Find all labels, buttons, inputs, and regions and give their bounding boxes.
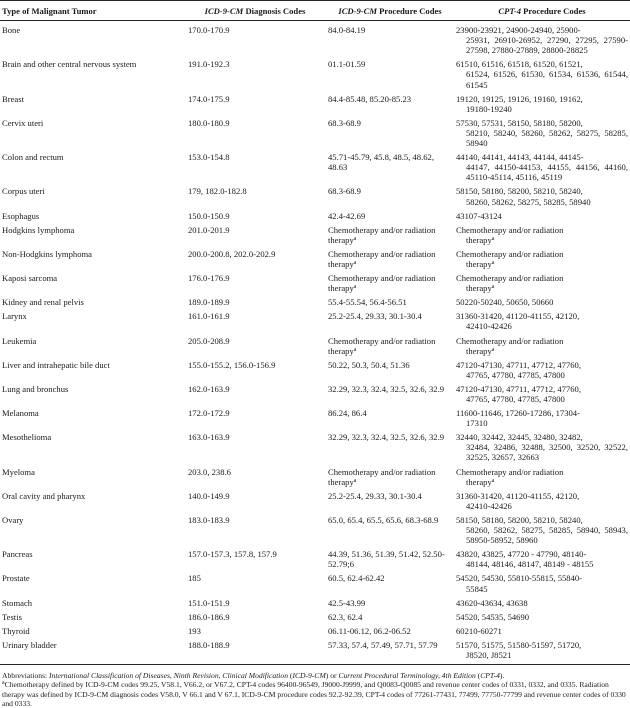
cpt-codes-first-line: 31360-31420, 41120-41155, 42120, bbox=[456, 490, 580, 501]
icd-procedure-codes-cell bbox=[326, 118, 454, 152]
tumor-type-cell: Melanoma bbox=[2, 408, 39, 419]
diagnosis-codes-cell: 172.0-172.9 bbox=[188, 408, 230, 419]
icd-procedure-codes-cell bbox=[326, 626, 454, 640]
cpt-procedure-codes-cell bbox=[454, 598, 630, 612]
icd-procedure-codes-cell bbox=[326, 225, 454, 249]
icd-procedure-codes-text: 55.4-55.54, 56.4-56.51 bbox=[328, 297, 407, 308]
footnote-marker: a bbox=[353, 284, 357, 291]
icd-procedure-codes-cell bbox=[326, 59, 454, 93]
icd-procedure-codes-text: 42.4-42.69 bbox=[328, 210, 366, 221]
icd-procedure-codes-cell bbox=[326, 152, 454, 186]
header-row bbox=[0, 1, 630, 21]
diagnosis-codes-cell: 162.0-163.9 bbox=[188, 383, 230, 394]
header-procedure-suffix: Procedure Codes bbox=[377, 6, 442, 16]
cpt-codes-continuation bbox=[456, 235, 628, 245]
cpt-codes-continuation-text: 25931, 26910-26952, 27290, 27295, 27590-27598, 27880-27889, 28800-28825 bbox=[466, 35, 628, 56]
cpt-codes-first-line: 58150, 58180, 58200, 58210, 58240, bbox=[456, 186, 583, 197]
cpt-procedure-codes-cell bbox=[454, 573, 630, 597]
diagnosis-codes-cell: 179, 182.0-182.8 bbox=[188, 186, 247, 197]
cpt-codes-continuation bbox=[456, 259, 628, 269]
diagnosis-codes-cell: 157.0-157.3, 157.8, 157.9 bbox=[188, 549, 277, 560]
cpt-codes-first-line: Chemotherapy and/or radiation bbox=[456, 224, 564, 235]
table-row bbox=[0, 311, 630, 335]
footnote-a-marker: a bbox=[2, 680, 5, 687]
cpt-codes-continuation bbox=[456, 559, 628, 569]
icd-procedure-codes-cell bbox=[326, 384, 454, 408]
tumor-type-cell: Stomach bbox=[2, 597, 33, 608]
cpt-codes-continuation-text: 47765, 47780, 47785, 47800 bbox=[466, 369, 565, 380]
cpt-procedure-codes-cell bbox=[454, 467, 630, 491]
icd-procedure-codes-cell bbox=[326, 21, 454, 60]
table-row bbox=[0, 612, 630, 626]
table-row bbox=[0, 598, 630, 612]
cpt-codes-continuation-text: 17310 bbox=[466, 418, 488, 429]
icd-procedure-codes-cell bbox=[326, 612, 454, 626]
cpt-codes-continuation-text: 47765, 47780, 47785, 47800 bbox=[466, 394, 565, 404]
cpt-procedure-codes-cell bbox=[454, 360, 630, 384]
table-row bbox=[0, 573, 630, 597]
tumor-type-cell: Mesothelioma bbox=[2, 432, 52, 443]
cpt-codes-first-line: 50220-50240, 50650, 50660 bbox=[456, 297, 554, 308]
icd-procedure-codes-text: 86.24, 86.4 bbox=[328, 408, 367, 419]
cpt-procedure-codes-cell bbox=[454, 311, 630, 335]
footnote-marker: a bbox=[491, 346, 495, 353]
cpt-codes-continuation-text: therapy bbox=[466, 283, 492, 294]
cpt-procedure-codes-cell bbox=[454, 640, 630, 665]
table-row bbox=[0, 515, 630, 549]
cpt-procedure-codes-cell bbox=[454, 273, 630, 297]
icd-procedure-codes-text: 32.29, 32.3, 32.4, 32.5, 32.6, 32.9 bbox=[328, 383, 445, 394]
diagnosis-codes-cell: 163.0-163.9 bbox=[188, 432, 230, 443]
cpt-procedure-codes-cell bbox=[454, 152, 630, 186]
tumor-type-cell: Urinary bladder bbox=[0, 640, 184, 665]
cpt-codes-continuation-text: therapy bbox=[466, 258, 492, 269]
table-row bbox=[0, 297, 630, 311]
diagnosis-codes-cell: 140.0-149.9 bbox=[188, 490, 230, 501]
icd-procedure-codes-cell bbox=[326, 408, 454, 432]
cpt-codes-continuation-text: 55845 bbox=[466, 583, 488, 594]
cpt-codes-first-line: 11600-11646, 17260-17286, 17304- bbox=[456, 408, 580, 419]
cpt-codes-continuation bbox=[456, 283, 628, 293]
cpt-codes-first-line: 19120, 19125, 19126, 19160, 19162, bbox=[456, 93, 583, 104]
cpt-codes-first-line: 31360-31420, 41120-41155, 42120, bbox=[456, 311, 580, 322]
header-procedure-prefix: ICD-9-CM bbox=[338, 6, 378, 16]
table-row bbox=[0, 21, 630, 60]
icd-procedure-codes-text: 25.2-25.4, 29.33, 30.1-30.4 bbox=[328, 490, 422, 501]
abbreviation-or: ) or bbox=[325, 671, 339, 681]
icd-procedure-codes-text: 01.1-01.59 bbox=[328, 59, 366, 70]
cpt-codes-continuation-text: therapy bbox=[466, 476, 492, 487]
header-cpt-suffix: Procedure Codes bbox=[521, 6, 586, 16]
cpt-procedure-codes-cell bbox=[454, 515, 630, 549]
table-row bbox=[0, 360, 630, 384]
cpt-procedure-codes-cell bbox=[454, 297, 630, 311]
header-cpt-prefix: CPT-4 bbox=[498, 6, 521, 16]
cpt-codes-first-line: 61510, 61516, 61518, 61520, 61521, bbox=[456, 59, 583, 70]
tumor-type-cell: Ovary bbox=[2, 514, 24, 525]
footnote-a-text: Chemotherapy defined by ICD-9-CM codes 99.25, V58.1, V66.2, or V67.2, CPT-4 codes 96400-96549, J9000-J9999, and Q0083-Q0085 and revenue center codes of 0331, 0332, and 0335. Radiation therapy was defined by ICD-9-CM diagnosis codes V58.0, V 66.1 and V 67.1, ICD-9-CM procedure codes 92.2-92.39, CPT-4 codes of 77261-77431, 77499, 77750-77799 and revenue center codes of 0330 and 0333. bbox=[2, 680, 626, 708]
table-row bbox=[0, 432, 630, 466]
diagnosis-codes-cell: 174.0-175.9 bbox=[188, 93, 230, 104]
cpt-codes-first-line: 43620-43634, 43638 bbox=[456, 597, 528, 608]
icd-procedure-codes-text: 65.0, 65.4, 65.5, 65.6, 68.3-68.9 bbox=[328, 514, 439, 525]
tumor-type-cell: Bone bbox=[2, 25, 21, 36]
cpt-codes-first-line: 58150, 58180, 58200, 58210, 58240, bbox=[456, 514, 583, 525]
diagnosis-codes-cell: 200.0-200.8, 202.0-202.9 bbox=[188, 248, 276, 259]
cpt-codes-continuation bbox=[456, 35, 628, 55]
header-diagnosis-prefix: ICD-9-CM bbox=[204, 6, 244, 16]
icd-procedure-codes-cell bbox=[326, 336, 454, 360]
tumor-type-cell: Esophagus bbox=[2, 210, 40, 221]
tumor-type-cell: Pancreas bbox=[2, 549, 33, 560]
table-row bbox=[0, 59, 630, 93]
cpt-codes-continuation bbox=[456, 104, 628, 114]
cpt-codes-first-line: 51570, 51575, 51580-51597, 51720, bbox=[456, 639, 582, 650]
cpt-codes-continuation-text: 42410-42426 bbox=[466, 500, 512, 511]
cpt-codes-continuation-text: 32484, 32486, 32488, 32500, 32520, 32522, 32525, 32657, 32663 bbox=[466, 442, 628, 463]
table-row bbox=[0, 467, 630, 491]
icd-procedure-codes-text: 57.33, 57.4, 57.49, 57.71, 57.79 bbox=[328, 639, 438, 650]
icd-procedure-codes-text: 42.5-43.99 bbox=[328, 597, 366, 608]
header-tumor-type: Type of Malignant Tumor bbox=[0, 1, 184, 21]
icd-procedure-codes-cell bbox=[326, 249, 454, 273]
tumor-type-cell: Prostate bbox=[2, 573, 30, 584]
diagnosis-codes-cell: 183.0-183.9 bbox=[188, 514, 230, 525]
tumor-type-cell: Oral cavity and pharynx bbox=[2, 490, 86, 501]
icd-procedure-codes-cell bbox=[326, 491, 454, 515]
cpt-procedure-codes-cell bbox=[454, 491, 630, 515]
footnote-marker: a bbox=[353, 235, 357, 242]
icd-procedure-codes-cell bbox=[326, 186, 454, 210]
icd-procedure-codes-cell bbox=[326, 297, 454, 311]
cpt-codes-first-line: 54520, 54535, 54690 bbox=[456, 611, 530, 622]
cpt-codes-continuation bbox=[456, 197, 628, 207]
cpt-codes-continuation bbox=[456, 477, 628, 487]
cpt-codes-continuation bbox=[456, 501, 628, 511]
header-icd-procedure-codes bbox=[326, 1, 454, 21]
diagnosis-codes-cell: 191.0-192.3 bbox=[188, 59, 230, 70]
table-row bbox=[0, 118, 630, 152]
icd-procedure-codes-text: 84.4-85.48, 85.20-85.23 bbox=[328, 93, 412, 104]
cpt-procedure-codes-cell bbox=[454, 408, 630, 432]
tumor-type-cell: Thyroid bbox=[2, 625, 30, 636]
icd-procedure-codes-text: 06.11-06.12, 06.2-06.52 bbox=[328, 625, 411, 636]
icd-procedure-codes-cell bbox=[326, 598, 454, 612]
cpt-codes-continuation-text: J8520, J8521 bbox=[466, 649, 512, 660]
tumor-type-cell: Corpus uteri bbox=[2, 186, 45, 197]
cpt-procedure-codes-cell bbox=[454, 21, 630, 60]
cpt-procedure-codes-cell bbox=[454, 384, 630, 408]
tumor-type-cell: Leukemia bbox=[2, 335, 37, 346]
cpt-codes-continuation-text: 42410-42426 bbox=[466, 321, 512, 332]
tumor-type-cell: Colon and rectum bbox=[2, 152, 64, 163]
footnote-marker: a bbox=[491, 477, 495, 484]
diagnosis-codes-cell: 186.0-186.9 bbox=[188, 611, 230, 622]
cpt-codes-continuation-text: 61524, 61526, 61530, 61534, 61536, 61544, 61545 bbox=[466, 69, 628, 90]
diagnosis-codes-cell: 153.0-154.8 bbox=[188, 152, 230, 163]
cpt-codes-continuation-text: 58260, 58262, 58275, 58285, 58940, 58943, 58950-58952, 58960 bbox=[466, 525, 628, 546]
cpt-codes-continuation-text: 58260, 58262, 58275, 58285, 58940 bbox=[466, 196, 591, 207]
cpt-procedure-codes-cell bbox=[454, 432, 630, 466]
cpt-procedure-codes-cell bbox=[454, 59, 630, 93]
cpt-procedure-codes-cell bbox=[454, 549, 630, 573]
icd-procedure-codes-text: Chemotherapy and/or radiation therapy bbox=[328, 273, 436, 294]
cpt-procedure-codes-cell bbox=[454, 336, 630, 360]
abbreviation-icd-full: International Classification of Diseases, Ninth Revision, Clinical Modification bbox=[49, 671, 289, 681]
icd-procedure-codes-text: 84.0-84.19 bbox=[328, 25, 366, 36]
cpt-codes-continuation bbox=[456, 346, 628, 356]
table-row bbox=[0, 384, 630, 408]
tumor-type-cell: Lung and bronchus bbox=[2, 383, 69, 394]
tumor-type-cell: Liver and intrahepatic bile duct bbox=[2, 359, 110, 370]
abbreviations-note: Abbreviations: International Classification of Diseases, Ninth Revision, Clinical Modification (ICD-9-CM) or Current Procedural Terminology, 4th Edition (CPT-4). bbox=[2, 671, 505, 681]
icd-procedure-codes-cell bbox=[326, 467, 454, 491]
table-row bbox=[0, 640, 630, 665]
cpt-codes-first-line: 60210-60271 bbox=[456, 625, 502, 636]
tumor-type-cell: Kidney and renal pelvis bbox=[2, 297, 84, 308]
footnote-a bbox=[2, 680, 628, 708]
icd-procedure-codes-text: 32.29, 32.3, 32.4, 32.5, 32.6, 32.9 bbox=[328, 432, 445, 443]
header-cpt-procedure-codes bbox=[454, 1, 630, 21]
cpt-codes-first-line: 43107-43124 bbox=[456, 210, 502, 221]
icd-procedure-codes-cell bbox=[326, 211, 454, 225]
diagnosis-codes-cell: 161.0-161.9 bbox=[188, 311, 230, 322]
cpt-codes-first-line: 32440, 32442, 32445, 32480, 32482, bbox=[456, 432, 583, 443]
cpt-procedure-codes-cell bbox=[454, 186, 630, 210]
tumor-type-cell: Hodgkins lymphoma bbox=[2, 224, 75, 235]
icd-procedure-codes-cell bbox=[326, 273, 454, 297]
cpt-codes-first-line: 43820, 43825, 47720 - 47790, 48140- bbox=[456, 549, 587, 560]
table-row bbox=[0, 626, 630, 640]
cpt-codes-first-line: 44140, 44141, 44143, 44144, 44145- bbox=[456, 152, 584, 163]
footnote-marker: a bbox=[353, 477, 357, 484]
table-row bbox=[0, 336, 630, 360]
icd-procedure-codes-text: 68.3-68.9 bbox=[328, 117, 361, 128]
abbreviation-icd-short: ICD-9-CM bbox=[292, 671, 326, 681]
cpt-codes-continuation bbox=[456, 525, 628, 545]
table-row bbox=[0, 273, 630, 297]
cpt-codes-continuation bbox=[456, 69, 628, 89]
footnote-marker: a bbox=[491, 284, 495, 291]
table-row bbox=[0, 186, 630, 210]
tumor-type-cell: Cervix uteri bbox=[2, 117, 44, 128]
table-row bbox=[0, 94, 630, 118]
diagnosis-codes-cell: 185 bbox=[188, 573, 201, 584]
table-row bbox=[0, 549, 630, 573]
table-row bbox=[0, 225, 630, 249]
table-notes bbox=[0, 665, 630, 708]
icd-procedure-codes-cell bbox=[326, 432, 454, 466]
diagnosis-codes-cell: 201.0-201.9 bbox=[188, 224, 230, 235]
cpt-codes-continuation-text: therapy bbox=[466, 345, 492, 356]
icd-procedure-codes-cell bbox=[326, 94, 454, 118]
diagnosis-codes-cell: 205.0-208.9 bbox=[188, 335, 230, 346]
cpt-codes-first-line: 57530, 57531, 58150, 58180, 58200, bbox=[456, 117, 583, 128]
diagnosis-codes-cell: 203.0, 238.6 bbox=[188, 466, 231, 477]
cpt-codes-first-line: 47120-47130, 47711, 47712, 47760, bbox=[456, 359, 582, 370]
icd-procedure-codes-text: 44.39, 51.36, 51.39, 51.42, 52.50-52.79;6 bbox=[328, 549, 445, 570]
abbreviations-label: Abbreviations: bbox=[2, 671, 50, 681]
cpt-procedure-codes-cell bbox=[454, 118, 630, 152]
cpt-codes-continuation-text: therapy bbox=[466, 234, 492, 245]
diagnosis-codes-cell: 189.0-189.9 bbox=[188, 297, 230, 308]
icd-procedure-codes-text: 62.3, 62.4 bbox=[328, 611, 363, 622]
diagnosis-codes-cell: 180.0-180.9 bbox=[188, 117, 230, 128]
table-row bbox=[0, 152, 630, 186]
header-diagnosis-suffix: Diagnosis Codes bbox=[243, 6, 306, 16]
icd-procedure-codes-text: 60.5, 62.4-62.42 bbox=[328, 573, 385, 584]
diagnosis-codes-cell: 150.0-150.9 bbox=[188, 210, 230, 221]
cpt-codes-continuation bbox=[456, 370, 628, 380]
table-body bbox=[0, 21, 630, 665]
icd-procedure-codes-cell bbox=[326, 515, 454, 549]
footnote-marker: a bbox=[491, 259, 495, 266]
icd-procedure-codes-text: Chemotherapy and/or radiation therapy bbox=[328, 466, 436, 487]
cpt-codes-continuation bbox=[456, 321, 628, 331]
tumor-type-cell: Larynx bbox=[2, 311, 27, 322]
abbreviation-cpt-short: CPT-4 bbox=[480, 671, 500, 681]
diagnosis-codes-cell: 188.0-188.9 bbox=[184, 640, 326, 665]
icd-procedure-codes-cell bbox=[326, 573, 454, 597]
icd-procedure-codes-cell bbox=[326, 640, 454, 665]
table-row bbox=[0, 211, 630, 225]
icd-procedure-codes-text: 50.22, 50.3, 50.4, 51.36 bbox=[328, 359, 410, 370]
icd-procedure-codes-text: 25.2-25.4, 29.33, 30.1-30.4 bbox=[328, 311, 422, 322]
icd-procedure-codes-text: Chemotherapy and/or radiation therapy bbox=[328, 248, 436, 269]
tumor-type-cell: Non-Hodgkins lymphoma bbox=[2, 248, 92, 259]
cpt-codes-continuation bbox=[456, 442, 628, 462]
cpt-codes-continuation bbox=[456, 584, 628, 594]
diagnosis-codes-cell: 170.0-170.9 bbox=[188, 25, 230, 36]
footnote-marker: a bbox=[353, 259, 357, 266]
cpt-procedure-codes-cell bbox=[454, 94, 630, 118]
tumor-type-cell: Testis bbox=[2, 611, 22, 622]
diagnosis-codes-cell: 151.0-151.9 bbox=[188, 597, 230, 608]
cpt-codes-first-line: Chemotherapy and/or radiation bbox=[456, 248, 564, 259]
cpt-codes-continuation-text: 58210, 58240, 58260, 58262, 58275, 58285, 58940 bbox=[466, 127, 628, 149]
footnote-marker: a bbox=[353, 346, 357, 353]
cpt-codes-continuation-text: 19180-19240 bbox=[466, 103, 512, 114]
table-row bbox=[0, 408, 630, 432]
cpt-procedure-codes-cell bbox=[454, 249, 630, 273]
cpt-procedure-codes-cell bbox=[454, 225, 630, 249]
icd-procedure-codes-cell bbox=[326, 549, 454, 573]
tumor-type-cell: Brain and other central nervous system bbox=[2, 59, 137, 70]
cpt-codes-first-line: Chemotherapy and/or radiation bbox=[456, 273, 564, 284]
cpt-codes-continuation bbox=[456, 650, 628, 660]
cpt-procedure-codes-cell bbox=[454, 626, 630, 640]
cpt-codes-continuation bbox=[456, 128, 628, 148]
table-row bbox=[0, 249, 630, 273]
header-diagnosis-codes bbox=[184, 1, 326, 21]
tumor-type-cell: Breast bbox=[2, 93, 24, 104]
cpt-codes-first-line: 23900-23921, 24900-24940, 25900- bbox=[456, 25, 581, 36]
cpt-codes-continuation bbox=[456, 418, 628, 428]
diagnosis-codes-cell: 176.0-176.9 bbox=[188, 273, 230, 284]
cpt-codes-continuation-text: 44147, 44150-44153, 44155, 44156, 44160, 45110-45114, 45116, 45119 bbox=[466, 162, 628, 183]
footnote-marker: a bbox=[491, 235, 495, 242]
icd-procedure-codes-text: Chemotherapy and/or radiation therapy bbox=[328, 335, 436, 356]
icd-procedure-codes-text: 45.71-45.79, 45.8, 48.5, 48.62, 48.63 bbox=[328, 152, 434, 173]
cpt-codes-continuation bbox=[456, 394, 628, 404]
icd-procedure-codes-text: 68.3-68.9 bbox=[328, 186, 361, 197]
cpt-codes-first-line: Chemotherapy and/or radiation bbox=[456, 335, 564, 346]
cpt-codes-first-line: 54520, 54530, 55810-55815, 55840- bbox=[456, 573, 583, 584]
icd-procedure-codes-cell bbox=[326, 311, 454, 335]
cpt-procedure-codes-cell bbox=[454, 612, 630, 626]
cpt-codes-continuation bbox=[456, 162, 628, 182]
cpt-codes-first-line: 47120-47130, 47711, 47712, 47760, bbox=[456, 383, 582, 394]
cpt-procedure-codes-cell bbox=[454, 211, 630, 225]
icd-procedure-codes-text: Chemotherapy and/or radiation therapy bbox=[328, 224, 436, 245]
tumor-type-cell: Myeloma bbox=[2, 466, 35, 477]
cpt-codes-first-line: Chemotherapy and/or radiation bbox=[456, 466, 564, 477]
diagnosis-codes-cell: 155.0-155.2, 156.0-156.9 bbox=[188, 359, 276, 370]
cpt-codes-continuation-text: 48144, 48146, 48147, 48149 - 48155 bbox=[466, 559, 594, 570]
diagnosis-codes-cell: 193 bbox=[188, 625, 201, 636]
tumor-type-cell: Kaposi sarcoma bbox=[2, 273, 58, 284]
table-row bbox=[0, 491, 630, 515]
abbreviation-cpt-full: Current Procedural Terminology, 4th Edition bbox=[338, 671, 476, 681]
icd-procedure-codes-cell bbox=[326, 360, 454, 384]
